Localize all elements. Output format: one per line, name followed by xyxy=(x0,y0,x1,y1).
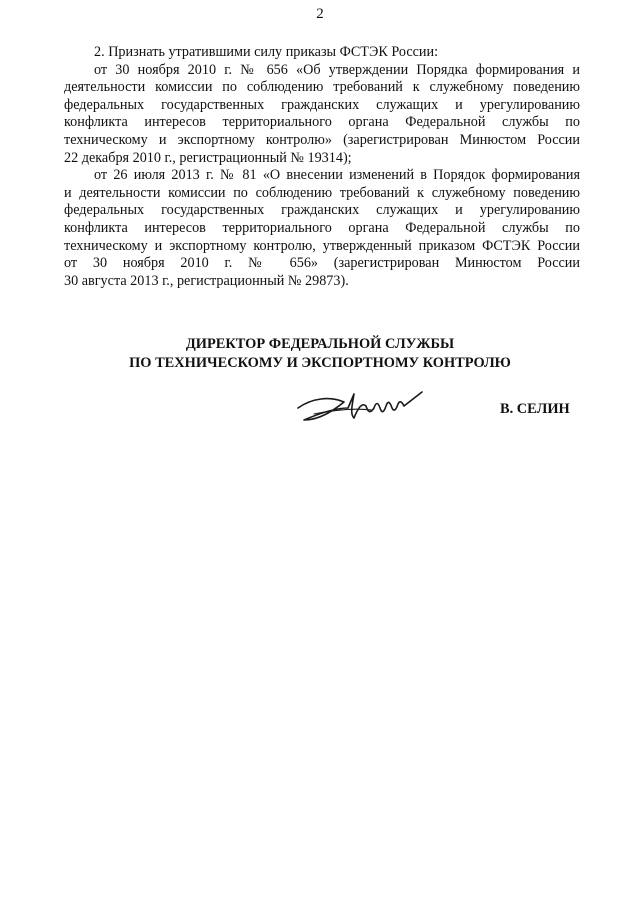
text-line: от 26 июля 2013 г. № 81 «О внесении изменений в Порядок формирования xyxy=(94,167,580,184)
signatory-position-line: ДИРЕКТОР ФЕДЕРАЛЬНОЙ СЛУЖБЫ xyxy=(185,336,455,352)
text-line: 22 декабря 2010 г., регистрационный № 19314); xyxy=(64,149,352,166)
text-line: федеральных государственных гражданских служащих и урегулированию xyxy=(64,96,580,113)
text-line: деятельности комиссии по соблюдению требований к служебному поведению xyxy=(64,79,580,96)
text-line: конфликта интересов территориального органа Федеральной службы по xyxy=(64,219,580,236)
text-line: техническому и экспортному контролю» (зарегистрирован Минюстом России xyxy=(64,131,580,148)
signatory-position-line: ПО ТЕХНИЧЕСКОМУ И ЭКСПОРТНОМУ КОНТРОЛЮ xyxy=(129,355,511,371)
text-line: 2. Признать утратившими силу приказы ФСТЭК России: xyxy=(94,44,439,60)
text-line: конфликта интересов территориального органа Федеральной службы по xyxy=(64,114,580,131)
paragraph-1 xyxy=(64,44,580,62)
paragraph-2 xyxy=(64,62,580,168)
text-line: федеральных государственных гражданских служащих и урегулированию xyxy=(64,202,580,219)
text-line: 30 августа 2013 г., регистрационный № 29873). xyxy=(64,272,349,289)
text-line: от 30 ноября 2010 г. № 656» (зарегистрирован Минюстом России xyxy=(64,255,580,272)
signatory-position xyxy=(0,335,640,373)
page-number: 2 xyxy=(316,6,324,22)
document-body xyxy=(64,44,580,290)
paragraph-3 xyxy=(64,167,580,290)
text-line: и деятельности комиссии по соблюдению требований к служебному поведению xyxy=(64,184,580,201)
text-line: от 30 ноября 2010 г. № 656 «Об утверждении Порядка формирования и xyxy=(94,61,580,78)
handwritten-signature xyxy=(294,384,428,426)
text-line: техническому и экспортному контролю, утвержденный приказом ФСТЭК России xyxy=(64,237,580,254)
signatory-name: В. СЕЛИН xyxy=(500,401,570,417)
